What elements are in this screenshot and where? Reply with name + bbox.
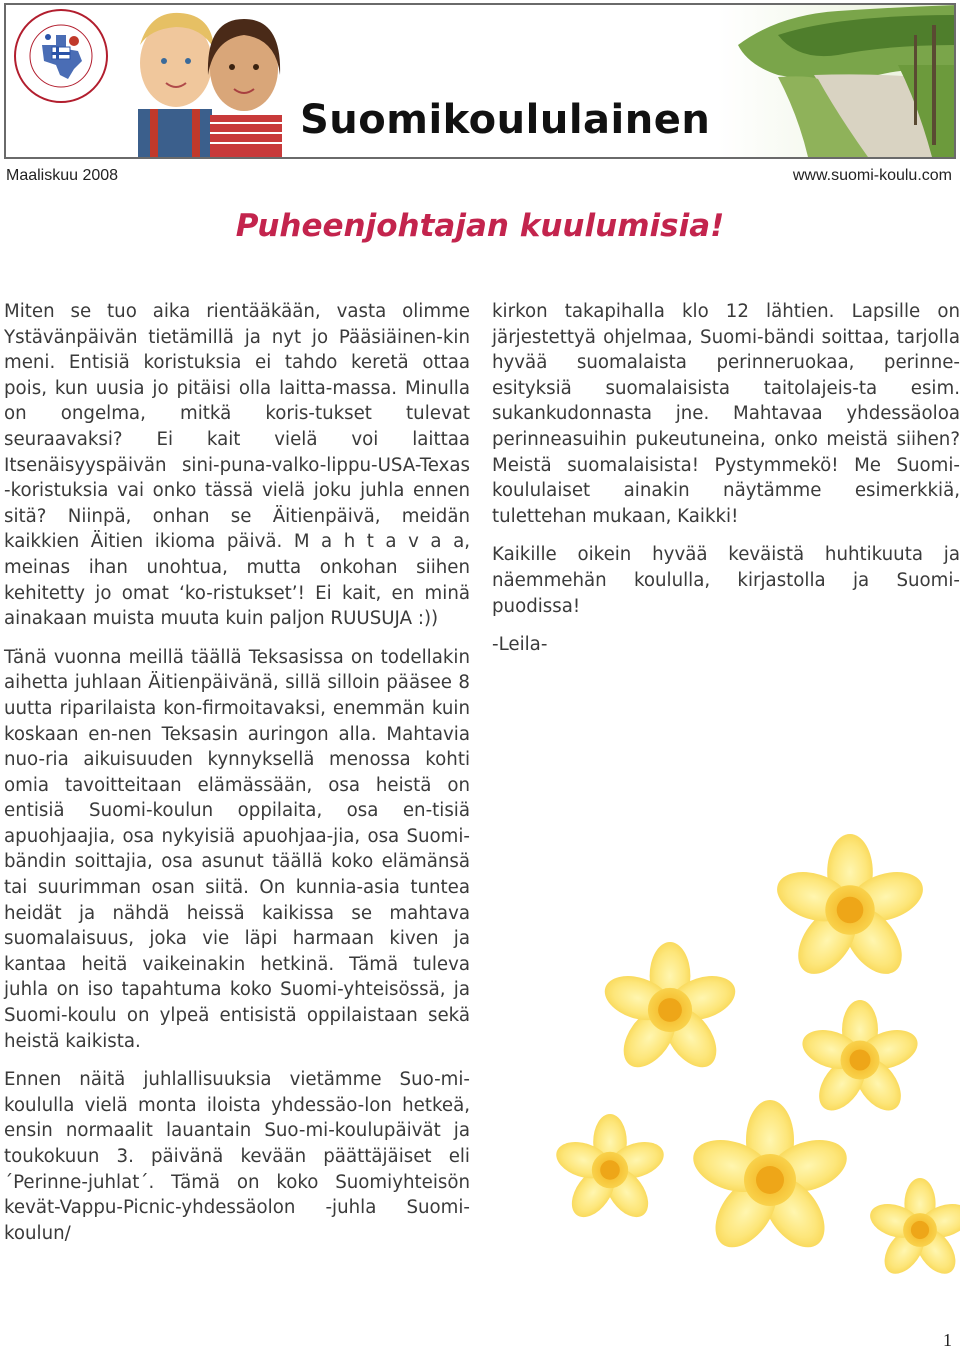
page-number: 1 [943,1330,952,1350]
right-column [492,299,960,671]
school-logo [12,7,110,105]
paragraph: Kaikille oikein hyvää keväistä huhtikuuta ja näemmehän koululla, kirjastolla ja Suomi-puodissa! [492,544,960,617]
issue-date: Maaliskuu 2008 [6,167,119,184]
paragraph: kirkon takapihalla klo 12 lähtien. Lapsille on järjestettyä ohjelmaa, Suomi-bändi soittaa, tarjolla hyvää suomalaista perinneruokaa, perinne-esityksiä suomalaisista taitolajeis-ta esim. sukankudonnasta jne. Mahtavaa yhdessäoloa perinneasuihin pukeutuneina, onko meistä siihen? Meistä suomalaisista! Pystymmekö! Me Suomi-koululaiset ainakin näytämme esimerkkiä, tulettehan mukaan, Kaikki! [492,301,960,527]
paragraph: Ennen näitä juhlallisuuksia vietämme Suo-mi-koululla vielä monta iloista yhdessäo-lon hetkeä, ensin normaalit lauantain Suo-mi-koulupäivät ja toukokuun 3. päivänä kevään päättäjäiset eli ´Perinne-juhlat´. Tämä on koko Suomiyhteisön kevät-Vappu-Picnic-yhdessäolon -juhla Suomi-koulun/ [4,1069,470,1244]
website-link[interactable]: www.suomi-koulu.com [792,167,952,184]
article-headline: Puheenjohtajan kuulumisia! [235,208,725,244]
paragraph: Tänä vuonna meillä täällä Teksasissa on todellakin aihetta juhlaan Äitienpäivänä, sillä silloin pääsee 8 uutta riparilaista kon-firmoitavaksi, enemmän kuin koskaan en-nen Teksasin auringon alla. Mahtavia nuo-ria aikuisuuden kynnyksellä menossa kohti omia tavoitteitaan elämässään, osa heistä on entisiä Suomi-koulun oppilaita, osa en-tisiä apuohjaajia, osa nykyisiä apuohjaa-jia, osa Suomi-bändin soittajia, osa asunut täällä koko elämänsä tai suurimman osan siitä. On kunnia-asia tuntea heidät ja nähdä heissä kaikissa se mahtava suomalaisuus, joka vie läpi harmaan kiven ja kantaa heitä vaikeinakin hetkinä. Tämä tuleva juhla on iso tapahtuma koko Suomi-yhteisössä, ja Suomi-koulu on ylpeä entisistä oppilaistaan sekä heistä kaikista. [4,646,470,1052]
left-column [4,299,470,1259]
signature: -Leila- [492,634,548,656]
daffodils-image [520,760,960,1320]
paragraph: Miten se tuo aika rientääkään, vasta olimme Ystävänpäivän tietämillä ja nyt jo Pääsiäinen-kin meni. Entisiä koristuksia ei tahdo keretä ottaa pois, kun uusia jo pitäisi olla laitta-massa. Minulla on ongelma, mitkä koris-tukset tulevat seuraavaksi? Ei kait vielä voi laittaa Itsenäisyyspäivän sini-puna-valko-lippu-USA-Texas -koristuksia vai onko tässä vielä joku juhla ennen sitä? Niinpä, onhan se Äitienpäivä, meidän kaikkien Äitien ikioma päivä. M a h t a v a a, meinas ihan unohtua, mutta onkohan siihen kehitetty jo omat ‘ko-ristukset’! Ei kait, en minä ainakaan muista muuta kuin paljon RUUSUJA :)) [4,301,470,630]
children-photo [110,5,300,157]
newsletter-title: Suomikoululainen [300,97,711,143]
tree-lined-road-photo [718,5,956,157]
masthead-banner [4,3,956,159]
